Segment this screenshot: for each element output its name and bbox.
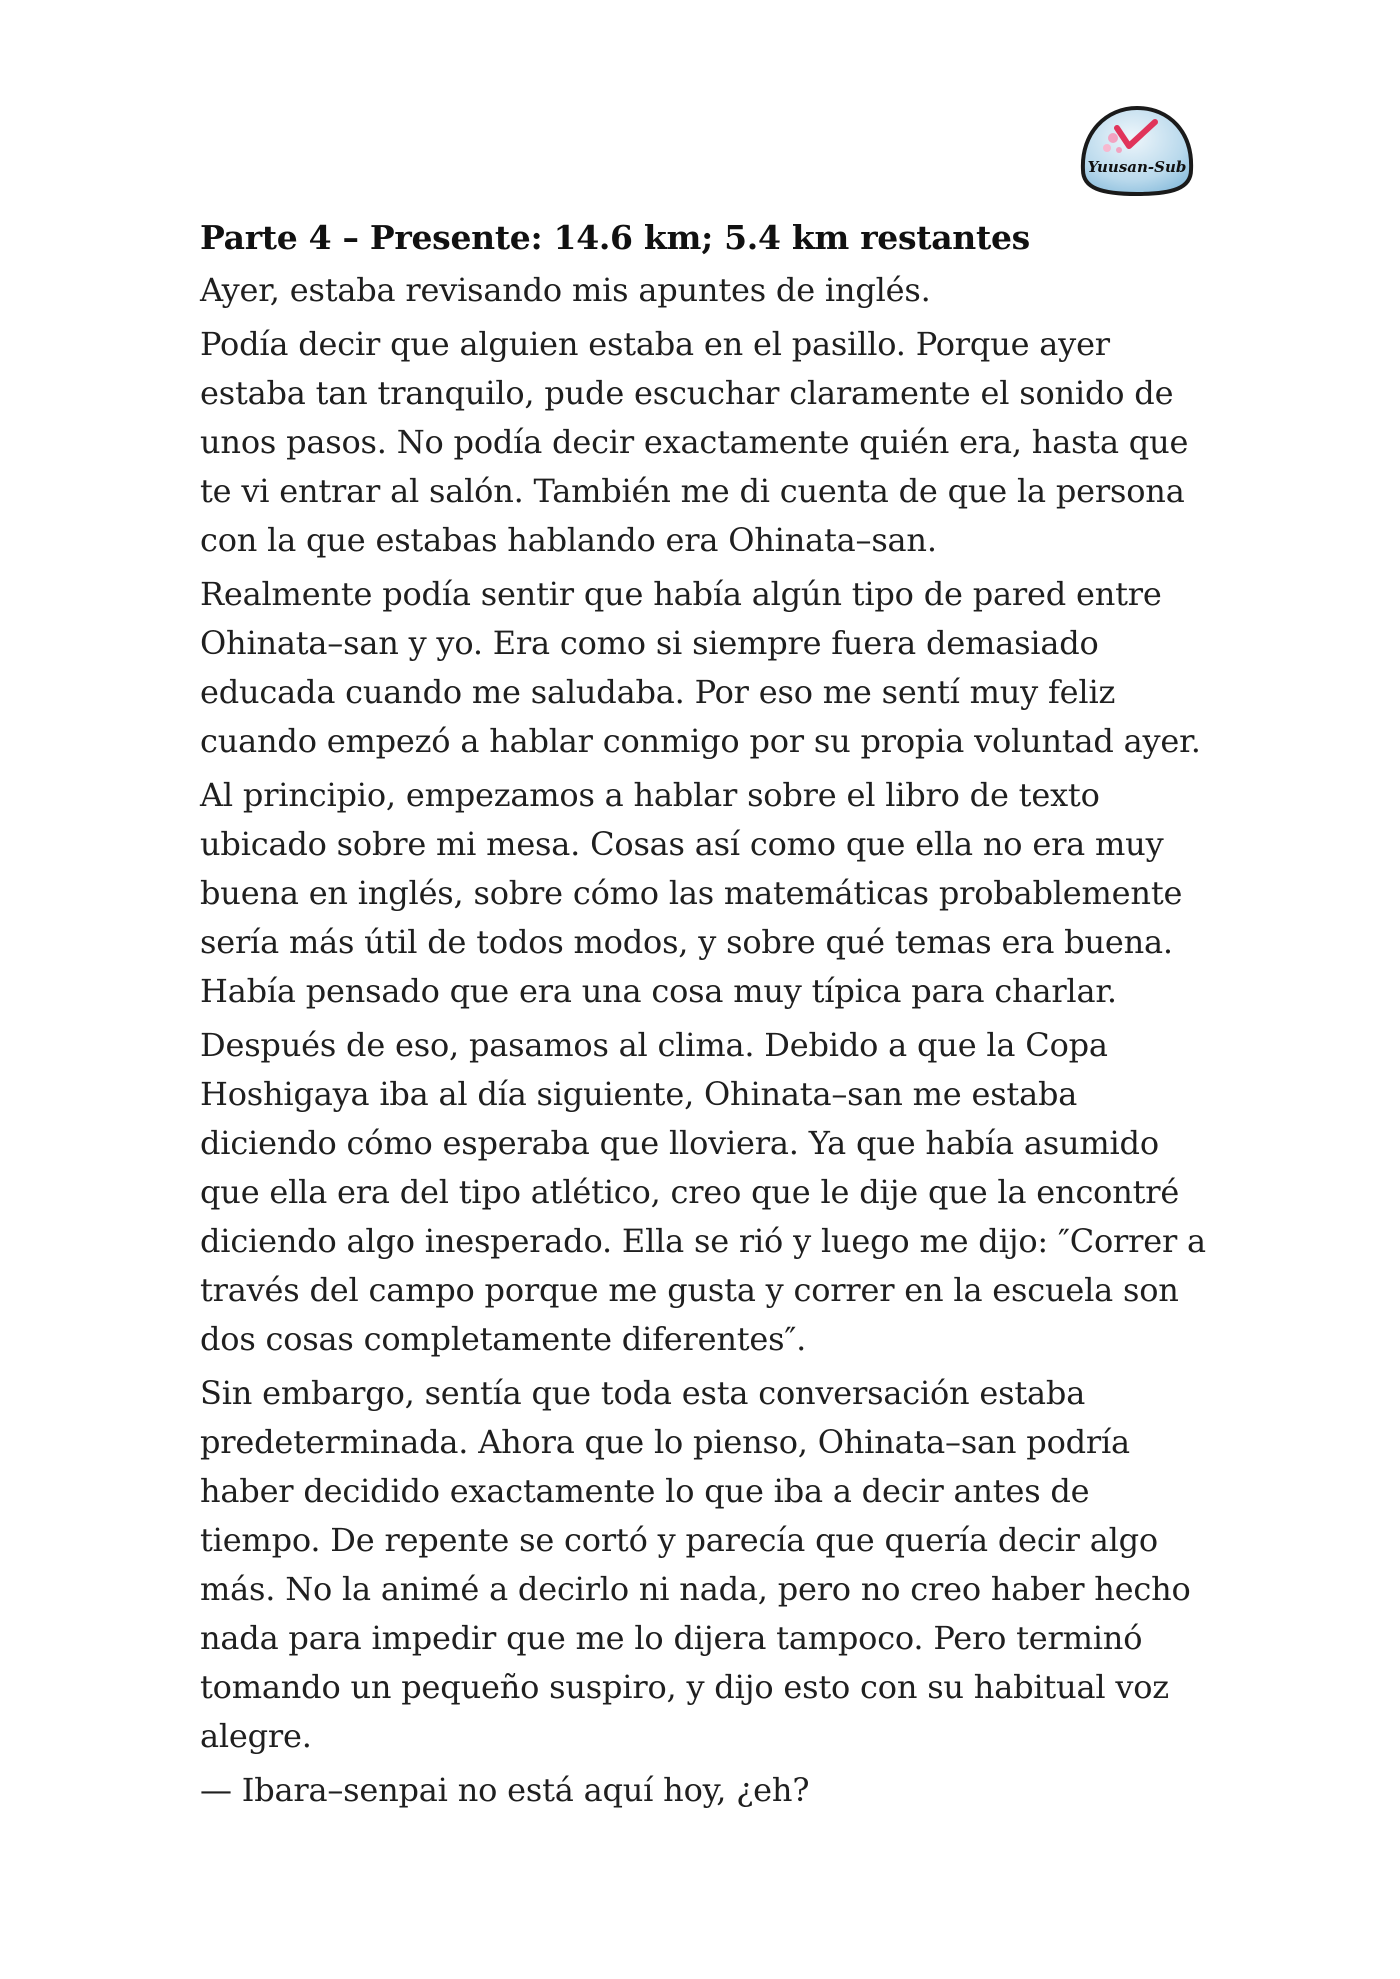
dialogue-line: — Ibara–senpai no está aquí hoy, ¿eh? [200,1771,810,1809]
paragraph: Ayer, estaba revisando mis apuntes de inglés. [200,271,931,309]
paragraph: Al principio, empezamos a hablar sobre el libro de texto ubicado sobre mi mesa. Cosas así como que ella no era muy buena en inglés, sobre cómo las matemáticas probablemente sería más útil de todos modos, y sobre qué temas era buena. Había pensado que era una cosa muy típica para charlar. [200,776,1183,1010]
paragraph: Después de eso, pasamos al clima. Debido a que la Copa Hoshigaya iba al día siguiente, Ohinata–san me estaba diciendo cómo esperaba que lloviera. Ya que había asumido que ella era del tipo atlético, creo que le dije que la encontré diciendo algo inesperado. Ella se rió y luego me dijo: ″Correr a través del campo porque me gusta y correr en la escuela son dos cosas completamente diferentes″. [200,1026,1206,1358]
paragraph: Podía decir que alguien estaba en el pasillo. Porque ayer estaba tan tranquilo, pude escuchar claramente el sonido de unos pasos. No podía decir exactamente quién era, hasta que te vi entrar al salón. También me di cuenta de que la persona con la que estabas hablando era Ohinata–san. [200,325,1189,559]
paragraph: Sin embargo, sentía que toda esta conversación estaba predeterminada. Ahora que lo pienso, Ohinata–san podría haber decidido exactamente lo que iba a decir antes de tiempo. De repente se cortó y parecía que quería decir algo más. No la animé a decirlo ni nada, pero no creo haber hecho nada para impedir que me lo dijera tampoco. Pero terminó tomando un pequeño suspiro, y dijo esto con su habitual voz alegre. [200,1374,1191,1755]
chapter-heading: Parte 4 – Presente: 14.6 km; 5.4 km restantes [200,218,1030,257]
yuusan-sub-logo [1077,104,1197,198]
logo-text: Yuusan-Sub [1087,158,1187,176]
document-body [200,214,1210,1820]
paragraph: Realmente podía sentir que había algún tipo de pared entre Ohinata–san y yo. Era como si siempre fuera demasiado educada cuando me saludaba. Por eso me sentí muy feliz cuando empezó a hablar conmigo por su propia voluntad ayer. [200,575,1201,760]
